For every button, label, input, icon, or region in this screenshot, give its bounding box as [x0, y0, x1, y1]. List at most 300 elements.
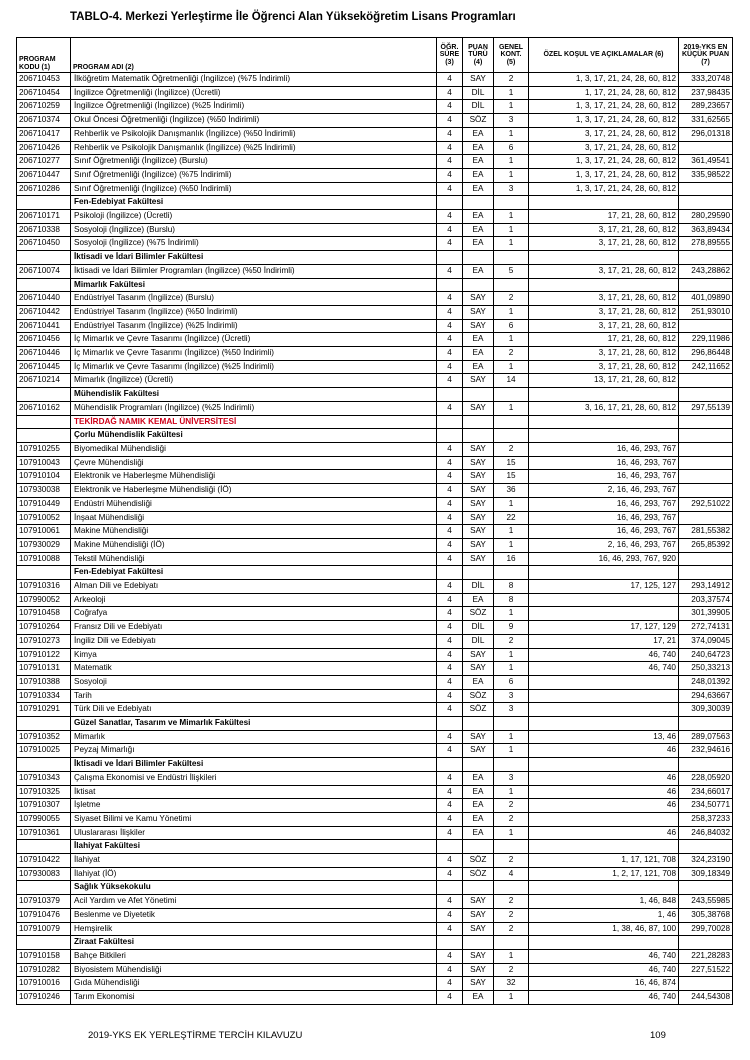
program-name-cell: Sosyoloji (İngilizce) (%75 İndirimli)	[71, 237, 437, 251]
min-score-cell: 324,23190	[679, 854, 733, 868]
special-conditions-cell: 46	[529, 771, 679, 785]
quota-cell: 1	[494, 991, 529, 1005]
score-type-cell: EA	[463, 237, 494, 251]
empty-cell	[437, 936, 463, 950]
score-type-cell: SÖZ	[463, 114, 494, 128]
empty-cell	[463, 840, 494, 854]
special-conditions-cell: 16, 46, 874	[529, 977, 679, 991]
special-conditions-cell: 3, 17, 21, 24, 28, 60, 812	[529, 127, 679, 141]
header-score-type: PUAN TÜRÜ (4)	[463, 38, 494, 73]
table-row	[17, 333, 733, 347]
score-type-cell: DİL	[463, 621, 494, 635]
table-row	[17, 497, 733, 511]
program-name-cell: Çalışma Ekonomisi ve Endüstri İlişkileri	[71, 771, 437, 785]
table-body	[17, 73, 733, 1005]
special-conditions-cell: 1, 3, 17, 21, 24, 28, 60, 812	[529, 182, 679, 196]
duration-cell: 4	[437, 771, 463, 785]
empty-cell	[463, 566, 494, 580]
score-type-cell: EA	[463, 799, 494, 813]
program-name-cell: Peyzaj Mimarlığı	[71, 744, 437, 758]
empty-cell	[437, 278, 463, 292]
quota-cell: 2	[494, 347, 529, 361]
score-type-cell: EA	[463, 991, 494, 1005]
table-row	[17, 168, 733, 182]
score-type-cell: EA	[463, 360, 494, 374]
special-conditions-cell: 13, 46	[529, 730, 679, 744]
quota-cell: 36	[494, 484, 529, 498]
special-conditions-cell: 1, 3, 17, 21, 24, 28, 60, 812	[529, 168, 679, 182]
special-conditions-cell: 46, 740	[529, 648, 679, 662]
duration-cell: 4	[437, 182, 463, 196]
quota-cell: 9	[494, 621, 529, 635]
score-type-cell: SÖZ	[463, 689, 494, 703]
program-name-cell: Sınıf Öğretmenliği (İngilizce) (Burslu)	[71, 155, 437, 169]
faculty-heading-row	[17, 881, 733, 895]
program-name-cell: Makine Mühendisliği	[71, 525, 437, 539]
special-conditions-cell: 16, 46, 293, 767	[529, 525, 679, 539]
duration-cell: 4	[437, 812, 463, 826]
duration-cell: 4	[437, 991, 463, 1005]
duration-cell: 4	[437, 237, 463, 251]
program-name-cell: İlköğretim Matematik Öğretmenliği (İngilizce) (%75 İndirimli)	[71, 73, 437, 87]
score-type-cell: DİL	[463, 634, 494, 648]
duration-cell: 4	[437, 854, 463, 868]
quota-cell: 1	[494, 525, 529, 539]
score-type-cell: SAY	[463, 662, 494, 676]
faculty-name: İktisadi ve İdari Bilimler Fakültesi	[71, 251, 437, 265]
special-conditions-cell: 13, 17, 21, 28, 60, 812	[529, 374, 679, 388]
program-code-cell: 107910052	[17, 511, 71, 525]
program-code-cell: 206710446	[17, 347, 71, 361]
program-name-cell: İngilizce Öğretmenliği (İngilizce) (%25 İndirimli)	[71, 100, 437, 114]
score-type-cell: SAY	[463, 511, 494, 525]
program-code-cell: 206710441	[17, 319, 71, 333]
program-code-cell: 107910379	[17, 895, 71, 909]
page-title: TABLO-4. Merkezi Yerleştirme İle Öğrenci Alan Yükseköğretim Lisans Programları	[70, 11, 516, 23]
program-code-cell: 206710374	[17, 114, 71, 128]
min-score-cell	[679, 319, 733, 333]
program-code-cell: 107910325	[17, 785, 71, 799]
table-row	[17, 305, 733, 319]
min-score-cell: 272,74131	[679, 621, 733, 635]
min-score-cell: 280,29590	[679, 210, 733, 224]
quota-cell: 1	[494, 360, 529, 374]
empty-cell	[437, 840, 463, 854]
empty-cell	[679, 840, 733, 854]
program-code-cell: 107910158	[17, 950, 71, 964]
program-name-cell: Rehberlik ve Psikolojik Danışmanlık (İngilizce) (%25 İndirimli)	[71, 141, 437, 155]
faculty-heading-row	[17, 717, 733, 731]
program-name-cell: Bahçe Bitkileri	[71, 950, 437, 964]
table-row	[17, 114, 733, 128]
quota-cell: 1	[494, 497, 529, 511]
special-conditions-cell: 3, 17, 21, 28, 60, 812	[529, 292, 679, 306]
min-score-cell: 242,11652	[679, 360, 733, 374]
program-name-cell: Hemşirelik	[71, 922, 437, 936]
empty-cell	[17, 717, 71, 731]
duration-cell: 4	[437, 100, 463, 114]
empty-cell	[679, 429, 733, 443]
program-code-cell: 107910264	[17, 621, 71, 635]
program-name-cell: İktisat	[71, 785, 437, 799]
quota-cell: 8	[494, 593, 529, 607]
empty-cell	[437, 758, 463, 772]
min-score-cell: 292,51022	[679, 497, 733, 511]
empty-cell	[463, 415, 494, 429]
table-row	[17, 991, 733, 1005]
special-conditions-cell	[529, 703, 679, 717]
score-type-cell: SAY	[463, 552, 494, 566]
quota-cell: 2	[494, 292, 529, 306]
score-type-cell: SAY	[463, 744, 494, 758]
faculty-name: Fen-Edebiyat Fakültesi	[71, 566, 437, 580]
footer-page-number: 109	[650, 1030, 666, 1041]
special-conditions-cell: 46, 740	[529, 662, 679, 676]
faculty-name: Çorlu Mühendislik Fakültesi	[71, 429, 437, 443]
special-conditions-cell: 16, 46, 293, 767	[529, 442, 679, 456]
empty-cell	[463, 251, 494, 265]
quota-cell: 8	[494, 580, 529, 594]
table-row	[17, 977, 733, 991]
score-type-cell: SAY	[463, 908, 494, 922]
empty-cell	[529, 415, 679, 429]
empty-cell	[463, 196, 494, 210]
table-row	[17, 730, 733, 744]
empty-cell	[437, 717, 463, 731]
faculty-heading-row	[17, 196, 733, 210]
faculty-name: Sağlık Yüksekokulu	[71, 881, 437, 895]
program-code-cell: 206710456	[17, 333, 71, 347]
quota-cell: 1	[494, 155, 529, 169]
special-conditions-cell: 16, 46, 293, 767	[529, 456, 679, 470]
empty-cell	[494, 278, 529, 292]
faculty-heading-row	[17, 758, 733, 772]
quota-cell: 16	[494, 552, 529, 566]
special-conditions-cell: 46	[529, 826, 679, 840]
table-row	[17, 895, 733, 909]
program-code-cell: 107910361	[17, 826, 71, 840]
min-score-cell: 246,84032	[679, 826, 733, 840]
min-score-cell: 374,09045	[679, 634, 733, 648]
empty-cell	[494, 758, 529, 772]
duration-cell: 4	[437, 621, 463, 635]
empty-cell	[437, 881, 463, 895]
score-type-cell: SAY	[463, 319, 494, 333]
table-header-row	[17, 38, 733, 73]
duration-cell: 4	[437, 908, 463, 922]
score-type-cell: EA	[463, 812, 494, 826]
faculty-name: Ziraat Fakültesi	[71, 936, 437, 950]
program-name-cell: Tarım Ekonomisi	[71, 991, 437, 1005]
empty-cell	[529, 196, 679, 210]
min-score-cell	[679, 182, 733, 196]
min-score-cell: 248,01392	[679, 675, 733, 689]
faculty-name: Güzel Sanatlar, Tasarım ve Mimarlık Fakültesi	[71, 717, 437, 731]
empty-cell	[463, 429, 494, 443]
program-name-cell: Elektronik ve Haberleşme Mühendisliği	[71, 470, 437, 484]
program-name-cell: Endüstri Mühendisliği	[71, 497, 437, 511]
program-name-cell: İngiliz Dili ve Edebiyatı	[71, 634, 437, 648]
program-name-cell: İngilizce Öğretmenliği (İngilizce) (Ücretli)	[71, 86, 437, 100]
special-conditions-cell: 46	[529, 744, 679, 758]
table-row	[17, 922, 733, 936]
program-code-cell: 206710259	[17, 100, 71, 114]
duration-cell: 4	[437, 607, 463, 621]
empty-cell	[17, 278, 71, 292]
score-type-cell: SAY	[463, 374, 494, 388]
program-code-cell: 206710074	[17, 264, 71, 278]
program-code-cell: 206710442	[17, 305, 71, 319]
min-score-cell: 243,55985	[679, 895, 733, 909]
min-score-cell	[679, 456, 733, 470]
quota-cell: 5	[494, 264, 529, 278]
empty-cell	[17, 251, 71, 265]
table-row	[17, 826, 733, 840]
score-type-cell: EA	[463, 347, 494, 361]
duration-cell: 4	[437, 442, 463, 456]
quota-cell: 1	[494, 950, 529, 964]
program-name-cell: Sınıf Öğretmenliği (İngilizce) (%50 İndirimli)	[71, 182, 437, 196]
min-score-cell: 250,33213	[679, 662, 733, 676]
empty-cell	[494, 936, 529, 950]
score-type-cell: EA	[463, 223, 494, 237]
special-conditions-cell: 1, 17, 121, 708	[529, 854, 679, 868]
score-type-cell: EA	[463, 155, 494, 169]
table-row	[17, 73, 733, 87]
score-type-cell: SAY	[463, 497, 494, 511]
min-score-cell: 401,09890	[679, 292, 733, 306]
empty-cell	[17, 840, 71, 854]
special-conditions-cell: 3, 17, 21, 28, 60, 812	[529, 319, 679, 333]
table-row	[17, 155, 733, 169]
empty-cell	[437, 429, 463, 443]
score-type-cell: DİL	[463, 100, 494, 114]
min-score-cell: 294,63667	[679, 689, 733, 703]
score-type-cell: EA	[463, 675, 494, 689]
duration-cell: 4	[437, 360, 463, 374]
duration-cell: 4	[437, 730, 463, 744]
duration-cell: 4	[437, 538, 463, 552]
program-name-cell: İç Mimarlık ve Çevre Tasarımı (İngilizce) (%50 İndirimli)	[71, 347, 437, 361]
empty-cell	[494, 717, 529, 731]
score-type-cell: SAY	[463, 895, 494, 909]
empty-cell	[679, 758, 733, 772]
table-row	[17, 347, 733, 361]
quota-cell: 22	[494, 511, 529, 525]
duration-cell: 4	[437, 950, 463, 964]
score-type-cell: EA	[463, 785, 494, 799]
duration-cell: 4	[437, 319, 463, 333]
quota-cell: 2	[494, 799, 529, 813]
table-row	[17, 442, 733, 456]
program-code-cell: 206710450	[17, 237, 71, 251]
min-score-cell	[679, 511, 733, 525]
duration-cell: 4	[437, 648, 463, 662]
duration-cell: 4	[437, 799, 463, 813]
score-type-cell: EA	[463, 168, 494, 182]
min-score-cell: 203,37574	[679, 593, 733, 607]
quota-cell: 6	[494, 141, 529, 155]
program-name-cell: Sınıf Öğretmenliği (İngilizce) (%75 İndirimli)	[71, 168, 437, 182]
faculty-heading-row	[17, 278, 733, 292]
program-name-cell: İnşaat Mühendisliği	[71, 511, 437, 525]
score-type-cell: SAY	[463, 963, 494, 977]
table-row	[17, 662, 733, 676]
empty-cell	[529, 388, 679, 402]
table-row	[17, 908, 733, 922]
empty-cell	[463, 881, 494, 895]
empty-cell	[17, 936, 71, 950]
empty-cell	[679, 936, 733, 950]
special-conditions-cell: 16, 46, 293, 767, 920	[529, 552, 679, 566]
empty-cell	[494, 881, 529, 895]
duration-cell: 4	[437, 470, 463, 484]
quota-cell: 6	[494, 319, 529, 333]
empty-cell	[437, 196, 463, 210]
special-conditions-cell: 46, 740	[529, 991, 679, 1005]
duration-cell: 4	[437, 963, 463, 977]
empty-cell	[463, 936, 494, 950]
score-type-cell: SAY	[463, 401, 494, 415]
empty-cell	[679, 415, 733, 429]
quota-cell: 1	[494, 100, 529, 114]
duration-cell: 4	[437, 593, 463, 607]
empty-cell	[529, 758, 679, 772]
duration-cell: 4	[437, 497, 463, 511]
program-name-cell: Arkeoloji	[71, 593, 437, 607]
quota-cell: 1	[494, 744, 529, 758]
duration-cell: 4	[437, 210, 463, 224]
duration-cell: 4	[437, 401, 463, 415]
duration-cell: 4	[437, 114, 463, 128]
program-name-cell: Siyaset Bilimi ve Kamu Yönetimi	[71, 812, 437, 826]
empty-cell	[437, 415, 463, 429]
quota-cell: 3	[494, 703, 529, 717]
program-code-cell: 107910422	[17, 854, 71, 868]
min-score-cell: 289,07563	[679, 730, 733, 744]
program-code-cell: 107910025	[17, 744, 71, 758]
duration-cell: 4	[437, 662, 463, 676]
table-row	[17, 237, 733, 251]
special-conditions-cell: 3, 17, 21, 28, 60, 812	[529, 223, 679, 237]
duration-cell: 4	[437, 484, 463, 498]
special-conditions-cell: 46, 740	[529, 963, 679, 977]
empty-cell	[529, 429, 679, 443]
min-score-cell: 278,89555	[679, 237, 733, 251]
score-type-cell: EA	[463, 826, 494, 840]
program-code-cell: 107910255	[17, 442, 71, 456]
score-type-cell: EA	[463, 771, 494, 785]
quota-cell: 1	[494, 662, 529, 676]
empty-cell	[17, 881, 71, 895]
min-score-cell	[679, 552, 733, 566]
special-conditions-cell: 2, 16, 46, 293, 767	[529, 538, 679, 552]
program-code-cell: 107910273	[17, 634, 71, 648]
quota-cell: 2	[494, 812, 529, 826]
quota-cell: 15	[494, 456, 529, 470]
program-name-cell: Beslenme ve Diyetetik	[71, 908, 437, 922]
duration-cell: 4	[437, 744, 463, 758]
special-conditions-cell: 17, 21	[529, 634, 679, 648]
table-row	[17, 511, 733, 525]
special-conditions-cell: 1, 2, 17, 121, 708	[529, 867, 679, 881]
special-conditions-cell	[529, 689, 679, 703]
min-score-cell	[679, 141, 733, 155]
program-code-cell: 107910291	[17, 703, 71, 717]
header-program-code: PROGRAM KODU (1)	[17, 38, 71, 73]
score-type-cell: SÖZ	[463, 854, 494, 868]
faculty-heading-row	[17, 840, 733, 854]
empty-cell	[494, 388, 529, 402]
table-row	[17, 374, 733, 388]
header-min-score: 2019-YKS EN KÜÇÜK PUAN (7)	[679, 38, 733, 73]
min-score-cell: 301,39905	[679, 607, 733, 621]
duration-cell: 4	[437, 634, 463, 648]
quota-cell: 2	[494, 854, 529, 868]
table-row	[17, 867, 733, 881]
min-score-cell: 281,55382	[679, 525, 733, 539]
quota-cell: 1	[494, 168, 529, 182]
min-score-cell: 228,05920	[679, 771, 733, 785]
program-name-cell: Endüstriyel Tasarım (İngilizce) (%25 İndirimli)	[71, 319, 437, 333]
program-code-cell: 107910388	[17, 675, 71, 689]
quota-cell: 2	[494, 908, 529, 922]
quota-cell: 3	[494, 771, 529, 785]
header-duration: ÖĞR. SÜRE (3)	[437, 38, 463, 73]
duration-cell: 4	[437, 73, 463, 87]
university-heading-row	[17, 415, 733, 429]
program-name-cell: Endüstriyel Tasarım (İngilizce) (%50 İndirimli)	[71, 305, 437, 319]
program-name-cell: Mimarlık	[71, 730, 437, 744]
empty-cell	[494, 196, 529, 210]
quota-cell: 14	[494, 374, 529, 388]
program-code-cell: 107910316	[17, 580, 71, 594]
special-conditions-cell: 1, 46	[529, 908, 679, 922]
quota-cell: 2	[494, 442, 529, 456]
special-conditions-cell: 3, 17, 21, 28, 60, 812	[529, 264, 679, 278]
program-code-cell: 107910043	[17, 456, 71, 470]
program-code-cell: 206710338	[17, 223, 71, 237]
special-conditions-cell: 16, 46, 293, 767	[529, 497, 679, 511]
special-conditions-cell: 1, 17, 21, 24, 28, 60, 812	[529, 86, 679, 100]
empty-cell	[17, 196, 71, 210]
program-code-cell: 107910122	[17, 648, 71, 662]
duration-cell: 4	[437, 456, 463, 470]
quota-cell: 2	[494, 895, 529, 909]
faculty-heading-row	[17, 936, 733, 950]
min-score-cell: 234,66017	[679, 785, 733, 799]
empty-cell	[17, 388, 71, 402]
score-type-cell: EA	[463, 210, 494, 224]
duration-cell: 4	[437, 168, 463, 182]
score-type-cell: SAY	[463, 730, 494, 744]
program-code-cell: 206710162	[17, 401, 71, 415]
program-name-cell: Rehberlik ve Psikolojik Danışmanlık (İngilizce) (%50 İndirimli)	[71, 127, 437, 141]
quota-cell: 1	[494, 237, 529, 251]
program-code-cell: 206710447	[17, 168, 71, 182]
header-quota: GENEL KONT. (5)	[494, 38, 529, 73]
faculty-heading-row	[17, 388, 733, 402]
faculty-name: Mimarlık Fakültesi	[71, 278, 437, 292]
empty-cell	[679, 881, 733, 895]
empty-cell	[529, 566, 679, 580]
duration-cell: 4	[437, 895, 463, 909]
empty-cell	[17, 566, 71, 580]
quota-cell: 1	[494, 730, 529, 744]
min-score-cell: 229,11986	[679, 333, 733, 347]
quota-cell: 4	[494, 867, 529, 881]
table-row	[17, 100, 733, 114]
